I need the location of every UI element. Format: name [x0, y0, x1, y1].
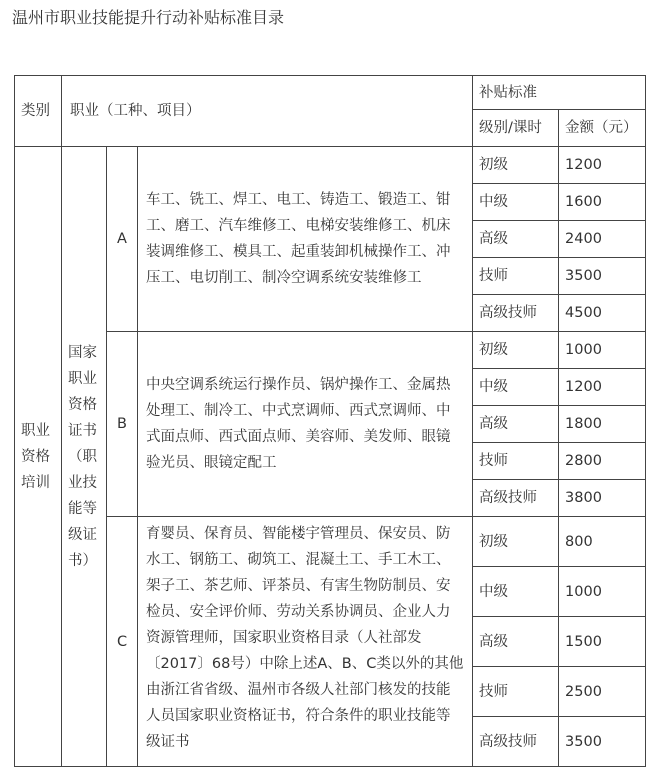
level-cell: 技师 [473, 258, 559, 295]
amount-cell: 4500 [559, 295, 646, 332]
level-cell: 高级 [473, 221, 559, 258]
header-subsidy-standard: 补贴标准 [473, 76, 646, 110]
level-cell: 高级技师 [473, 480, 559, 517]
amount-cell: 3500 [559, 717, 646, 767]
level-cell: 初级 [473, 332, 559, 369]
grade-a-cell: A [107, 147, 138, 332]
level-cell: 技师 [473, 667, 559, 717]
amount-cell: 2400 [559, 221, 646, 258]
level-cell: 初级 [473, 517, 559, 567]
amount-cell: 1000 [559, 567, 646, 617]
subsidy-table [14, 75, 646, 767]
amount-cell: 1200 [559, 147, 646, 184]
level-cell: 中级 [473, 567, 559, 617]
occupations-a-cell: 车工、铣工、焊工、电工、铸造工、锻造工、钳工、磨工、汽车维修工、电梯安装维修工、机床装调维修工、模具工、起重装卸机械操作工、冲压工、电切削工、制冷空调系统安装维修工 [138, 147, 473, 332]
occupations-b-cell: 中央空调系统运行操作员、锅炉操作工、金属热处理工、制冷工、中式烹调师、西式烹调师、中式面点师、西式面点师、美容师、美发师、眼镜验光员、眼镜定配工 [138, 332, 473, 517]
header-occupation: 职业（工种、项目） [62, 76, 473, 147]
amount-cell: 1200 [559, 369, 646, 406]
amount-cell: 2800 [559, 443, 646, 480]
header-amount: 金额（元） [559, 110, 646, 147]
amount-cell: 800 [559, 517, 646, 567]
grade-b-cell: B [107, 332, 138, 517]
level-cell: 初级 [473, 147, 559, 184]
table-row [15, 332, 646, 369]
amount-cell: 1800 [559, 406, 646, 443]
level-cell: 中级 [473, 184, 559, 221]
amount-cell: 1000 [559, 332, 646, 369]
grade-c-cell: C [107, 517, 138, 767]
amount-cell: 1600 [559, 184, 646, 221]
page-title: 温州市职业技能提升行动补贴标准目录 [12, 8, 285, 27]
amount-cell: 3500 [559, 258, 646, 295]
table-row [15, 147, 646, 184]
certificate-cell: 国家职业资格证书（职业技能等级证书） [62, 147, 107, 767]
level-cell: 高级 [473, 406, 559, 443]
level-cell: 高级 [473, 617, 559, 667]
level-cell: 技师 [473, 443, 559, 480]
amount-cell: 3800 [559, 480, 646, 517]
occupations-c-cell: 育婴员、保育员、智能楼宇管理员、保安员、防水工、钢筋工、砌筑工、混凝土工、手工木工、架子工、茶艺师、评茶员、有害生物防制员、安检员、安全评价师、劳动关系协调员、企业人力资源管理师，国家职业资格目录（人社部发〔2017〕68号）中除上述A、B、C类以外的其他由浙江省省级、温州市各级人社部门核发的技能人员国家职业资格证书，符合条件的职业技能等级证书 [138, 517, 473, 767]
amount-cell: 1500 [559, 617, 646, 667]
category-cell: 职业资格培训 [15, 147, 62, 767]
level-cell: 高级技师 [473, 717, 559, 767]
amount-cell: 2500 [559, 667, 646, 717]
level-cell: 中级 [473, 369, 559, 406]
header-category: 类别 [15, 76, 62, 147]
level-cell: 高级技师 [473, 295, 559, 332]
header-row [15, 76, 646, 110]
header-level: 级别/课时 [473, 110, 559, 147]
table-row [15, 517, 646, 567]
subsidy-table-container [14, 75, 647, 770]
